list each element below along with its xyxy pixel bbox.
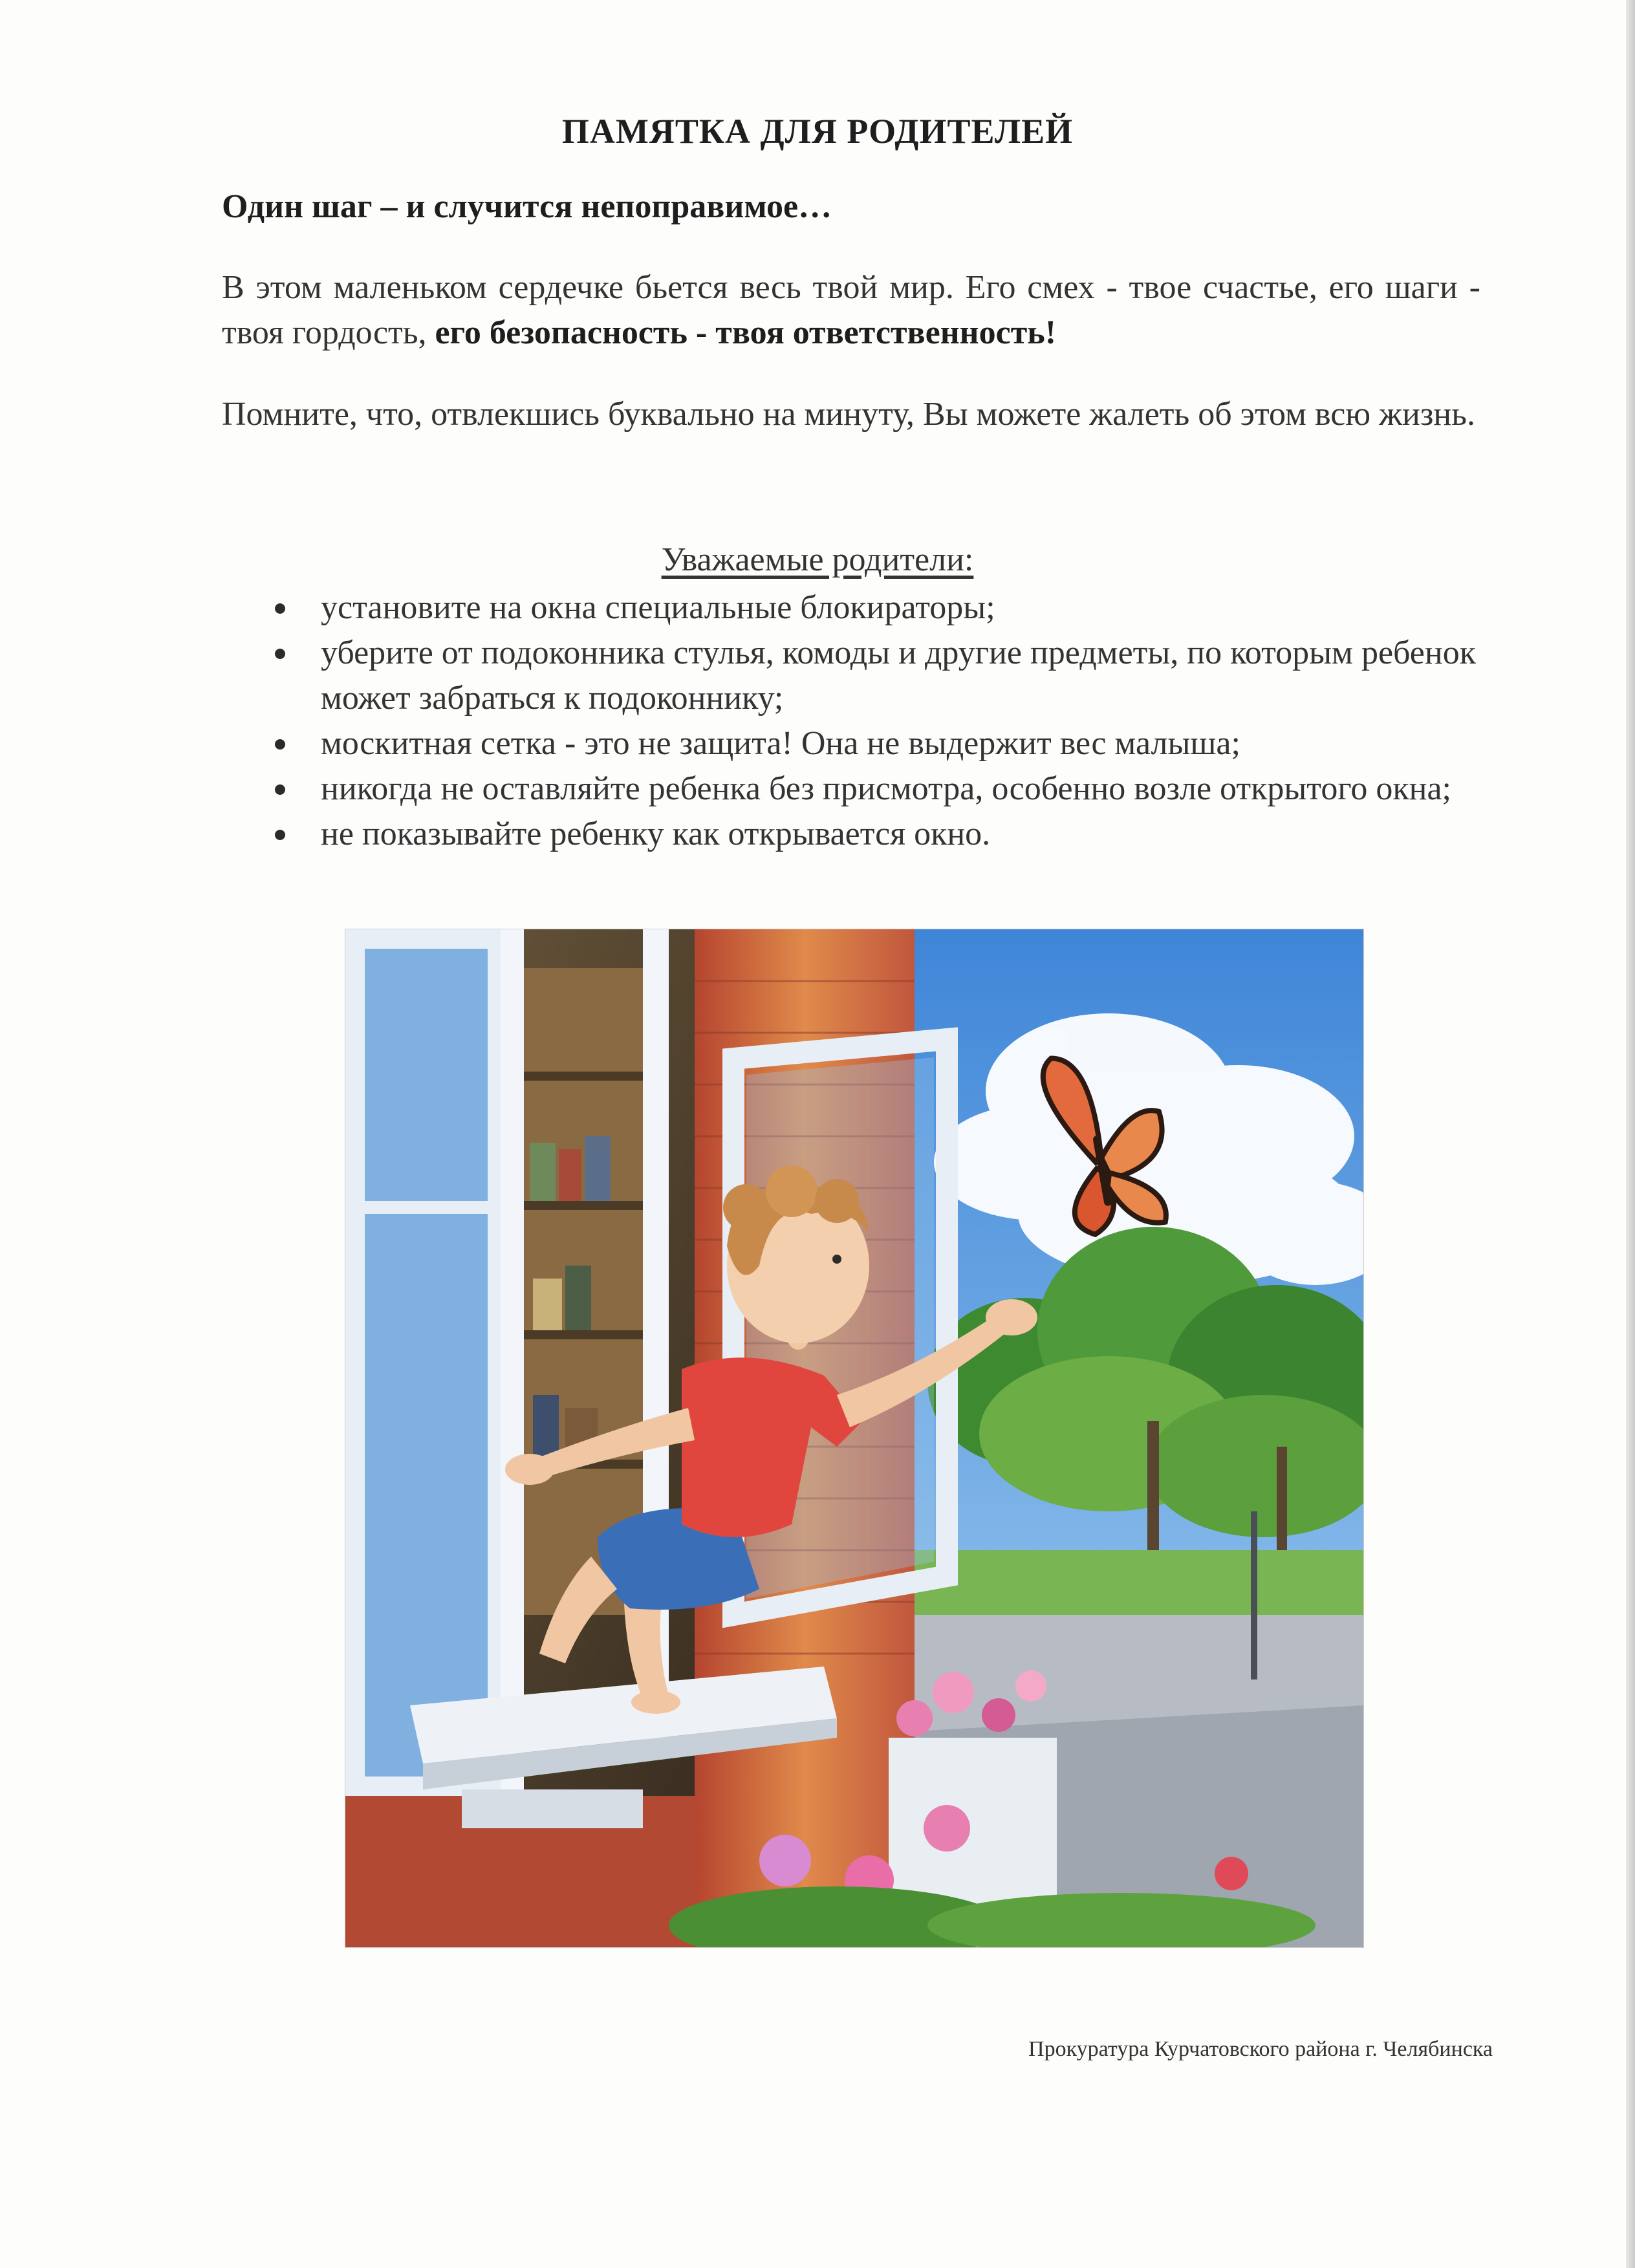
document-title: ПАМЯТКА ДЛЯ РОДИТЕЛЕЙ (561, 112, 1074, 151)
list-item-text: не показывайте ребенку как открывается окно. (321, 815, 991, 852)
child-at-window-illustration (345, 929, 1363, 1947)
bullet-icon (275, 603, 285, 614)
paragraph-2: Помните, что, отвлекшись буквально на минуту, Вы можете жалеть об этом всю жизнь. (222, 396, 1475, 433)
list-heading: Уважаемые родители: (661, 541, 974, 578)
document-subtitle: Один шаг – и случится непоправимое… (222, 188, 832, 225)
bullet-icon (275, 830, 285, 840)
paragraph-1-text: В этом маленьком сердечке бьется весь твой мир. Его смех - твое счастье, его шаги - твоя гордость, (222, 269, 1480, 351)
list-item-text: установите на окна специальные блокираторы; (321, 589, 995, 626)
list-item-text: москитная сетка - это не защита! Она не выдержит вес малыша; (321, 725, 1240, 762)
list-item (222, 812, 1480, 857)
bullet-icon (275, 739, 285, 750)
paragraph-1-bold: его безопасность - твоя ответственность! (435, 314, 1057, 351)
list-item (222, 766, 1480, 812)
bullet-icon (275, 784, 285, 795)
footer-organization: Прокуратура Курчатовского района г. Челябинска (1028, 2037, 1493, 2061)
bullet-icon (275, 649, 285, 659)
list-item (222, 721, 1480, 766)
scan-edge (1626, 0, 1635, 2268)
list-item-text: никогда не оставляйте ребенка без присмотра, особенно возле открытого окна; (321, 770, 1451, 807)
list-item-text: уберите от подоконника стулья, комоды и другие предметы, по которым ребенок может забраться к подоконнику; (321, 634, 1476, 717)
list-item (222, 631, 1480, 721)
list-item (222, 585, 1480, 631)
advice-list (222, 585, 1480, 857)
paragraph-1 (222, 265, 1480, 356)
